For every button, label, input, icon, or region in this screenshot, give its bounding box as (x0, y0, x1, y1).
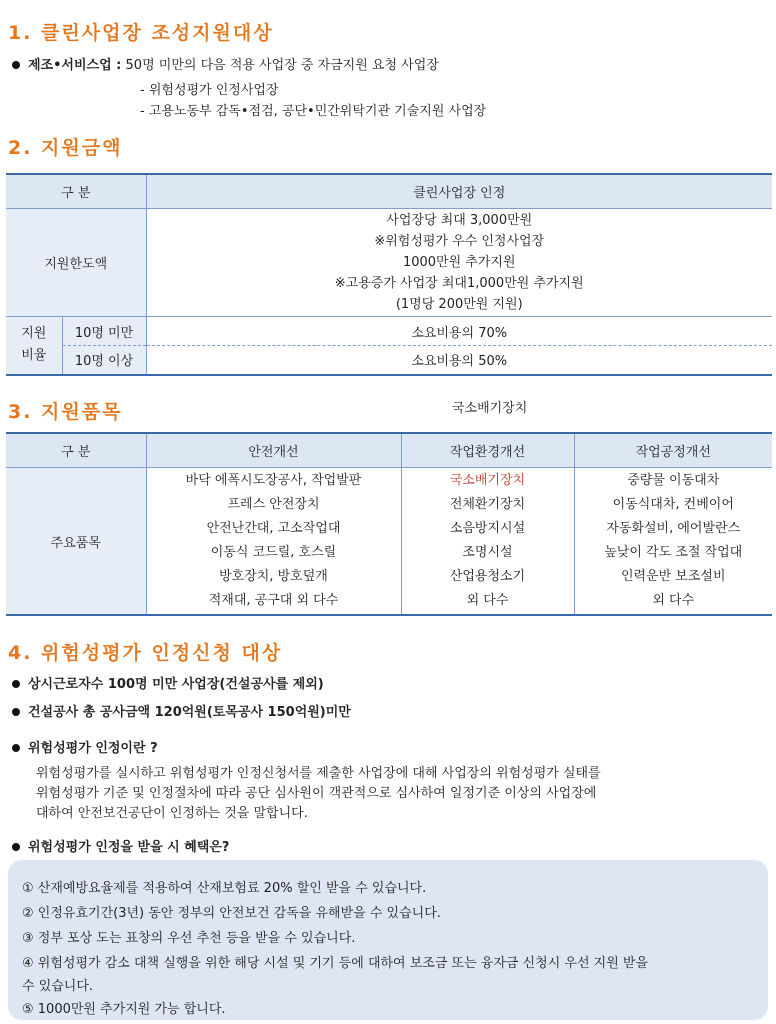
definition-line: 위험성평가를 실시하고 위험성평가 인정신청서를 제출한 사업장에 대해 사업장의 위험성평가 실태를 (36, 766, 601, 781)
bullet-dot-icon (12, 744, 20, 752)
bullet-dot-icon (12, 61, 20, 69)
item: 조명시설 (462, 545, 513, 560)
rate-label: 지원 비율 (6, 317, 62, 375)
bullet-dot-icon (12, 843, 20, 851)
benefits-box (8, 860, 768, 1020)
limit-cell (146, 209, 772, 317)
item: 높낮이 각도 조절 작업대 (604, 545, 743, 560)
rate-cond: 10명 이상 (62, 346, 146, 375)
limit-label: 지원한도액 (6, 209, 146, 317)
item: 방호장치, 방호덮개 (219, 569, 328, 584)
item: 적재대, 공구대 외 다수 (208, 593, 339, 608)
item: 이동식 코드릴, 호스릴 (210, 545, 337, 560)
rate-value: 소요비용의 50% (146, 346, 772, 375)
environment-items (401, 468, 574, 616)
th-work-environment: 작업환경개선 (401, 433, 574, 468)
item: 이동식대차, 컨베이어 (612, 497, 734, 512)
limit-line: 1000만원 추가지원 (402, 255, 516, 270)
item: 산업용청소기 (449, 569, 526, 584)
sec1-sub-0: - 위험성평가 인정사업장 (140, 83, 279, 98)
item: 바닥 에폭시도장공사, 작업발판 (185, 473, 362, 488)
item: 프레스 안전장치 (227, 497, 320, 512)
sec4-b3-text: 위험성평가 인정이란 ? (28, 741, 158, 756)
th-category: 구 분 (6, 174, 146, 209)
sec3-note: 국소배기장치 (452, 401, 528, 416)
benefit-item: ③ 정부 포상 도는 표창의 우선 추천 등을 받을 수 있습니다. (22, 931, 356, 946)
th-safety: 안전개선 (146, 433, 401, 468)
definition-line: 위험성평가 기준 및 인정절차에 따라 공단 심사원이 객관적으로 심사하여 일정기준 이상의 사업장에 (36, 786, 597, 801)
rate-value: 소요비용의 70% (146, 317, 772, 346)
section1-title: 1. 클린사업장 조성지원대상 (8, 22, 274, 44)
sec4-bullet-3 (12, 737, 158, 756)
item: 소음방지시설 (449, 521, 526, 536)
item: 인력운반 보조설비 (620, 569, 726, 584)
item: 외 다수 (652, 593, 695, 608)
sec1-bullet-head: 제조•서비스업 : (28, 58, 122, 73)
section4-title: 4. 위험성평가 인정신청 대상 (8, 642, 283, 664)
items-row-label: 주요품목 (6, 468, 146, 616)
support-items-table (6, 432, 772, 616)
sec1-bullet (12, 54, 439, 73)
item: 전체환기장치 (449, 497, 526, 512)
section2-title: 2. 지원금액 (8, 137, 123, 159)
benefit-item: ① 산재예방요율제를 적용하여 산재보험료 20% 할인 받을 수 있습니다. (22, 881, 427, 896)
item: 자동화설비, 에어발란스 (606, 521, 741, 536)
item: 중량물 이동대차 (627, 473, 720, 488)
th-work-process: 작업공정개선 (574, 433, 772, 468)
rate-cond: 10명 미만 (62, 317, 146, 346)
sec4-bullet-2 (12, 701, 351, 720)
benefit-item: ④ 위험성평가 감소 대책 실행을 위한 해당 시설 및 기기 등에 대하여 보조금 또는 융자금 신청시 우선 지원 받을 (22, 956, 649, 971)
section3-title: 3. 지원품목 (8, 401, 123, 423)
sec4-bullet-1 (12, 673, 324, 692)
sec4-b4-text: 위험성평가 인정을 받을 시 혜택은? (28, 840, 230, 855)
sec1-bullet-text: 50명 미만의 다음 적용 사업장 중 자금지원 요청 사업장 (125, 58, 439, 73)
definition-line: 대하여 안전보건공단이 인정하는 것을 말합니다. (36, 806, 308, 821)
benefit-item-cont: 수 있습니다. (22, 979, 94, 994)
bullet-dot-icon (12, 708, 20, 716)
support-amount-table (6, 173, 772, 376)
sec4-b1-text: 상시근로자수 100명 미만 사업장(건설공사를 제외) (28, 677, 324, 692)
sec4-bullet-4 (12, 836, 229, 855)
safety-items (146, 468, 401, 616)
limit-line: ※고용증가 사업장 최대1,000만원 추가지원 (334, 276, 584, 291)
th-clean-cert: 클린사업장 인정 (146, 174, 772, 209)
limit-line: 사업장당 최대 3,000만원 (386, 213, 533, 228)
sec1-sub-1: - 고용노동부 감독•점검, 공단•민간위탁기관 기술지원 사업장 (140, 104, 487, 119)
bullet-dot-icon (12, 680, 20, 688)
benefit-item: ⑤ 1000만원 추가지원 가능 합니다. (22, 1002, 226, 1017)
limit-line: ※위험성평가 우수 인정사업장 (374, 234, 545, 249)
limit-line: (1명당 200만원 지원) (395, 297, 523, 312)
item: 외 다수 (466, 593, 509, 608)
benefit-item: ② 인정유효기간(3년) 동안 정부의 안전보건 감독을 유해받을 수 있습니다. (22, 906, 441, 921)
item: 안전난간대, 고소작업대 (206, 521, 341, 536)
item-highlight: 국소배기장치 (449, 473, 526, 488)
process-items (574, 468, 772, 616)
sec4-b2-text: 건설공사 총 공사금액 120억원(토목공사 150억원)미만 (28, 705, 351, 720)
th-category: 구 분 (6, 433, 146, 468)
